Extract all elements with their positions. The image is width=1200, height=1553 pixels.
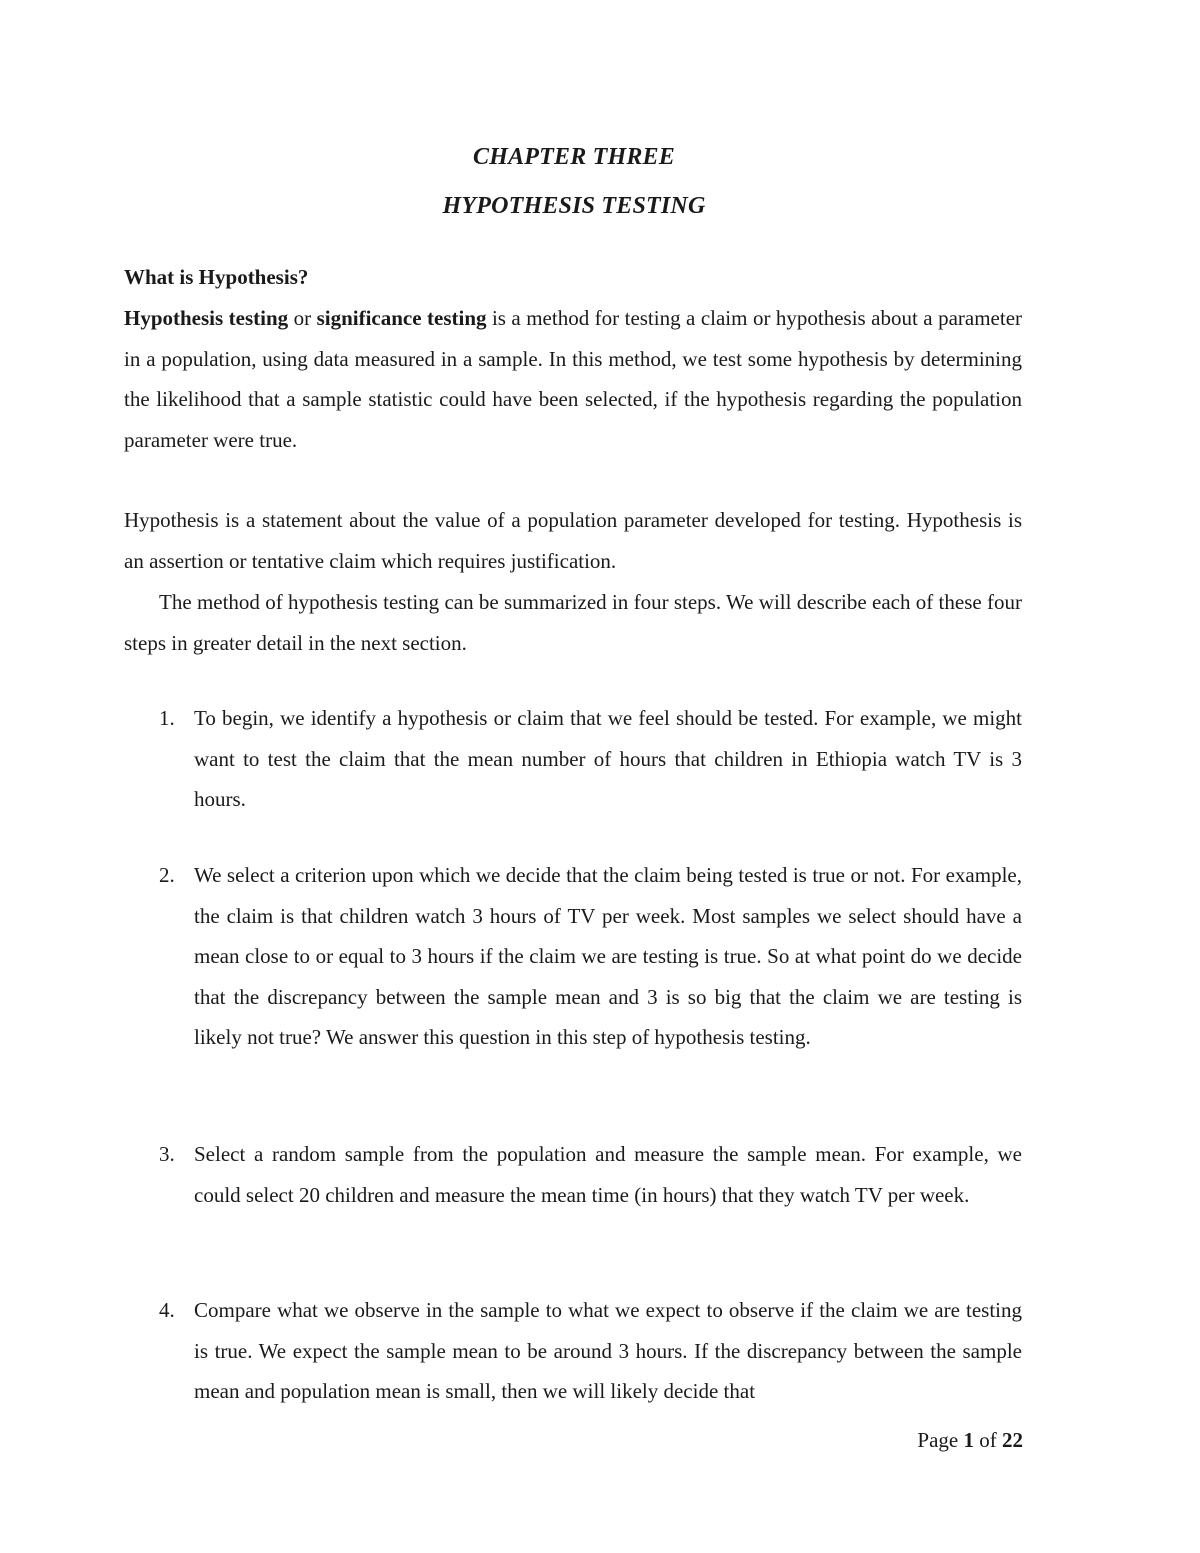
definition-text: is a method for testing a claim or hypothesis about a parameter in a population, using data measured in a sample. In this method, we test some hypothesis by determining the likelihood that a sample statistic could have been selected, if the hypothesis regarding the population parameter were true.	[124, 306, 1023, 452]
paragraph-definition	[124, 298, 1022, 460]
term-significance-testing: significance testing	[316, 306, 487, 330]
chapter-subject: HYPOTHESIS TESTING	[442, 193, 706, 219]
chapter-title: CHAPTER THREE	[473, 144, 675, 170]
list-text: To begin, we identify a hypothesis or claim that we feel should be tested. For example, we might want to test the claim that the mean number of hours that children in Ethiopia watch TV is 3 hours.	[194, 706, 1022, 811]
of-label: of	[974, 1428, 1002, 1452]
paragraph-hypothesis-statement: Hypothesis is a statement about the value of a population parameter developed for testing. Hypothesis is an assertion or tentative claim which requires justification.	[124, 508, 1022, 573]
section-heading: What is Hypothesis?	[124, 265, 309, 289]
page-label: Page	[917, 1428, 964, 1452]
list-text: We select a criterion upon which we decide that the claim being tested is true or not. For example, the claim is that children watch 3 hours of TV per week. Most samples we select should have a mean close to or equal to 3 hours if the claim we are testing is true. So at what point do we decide that the discrepancy between the sample mean and 3 is so big that the claim we are testing is likely not true? We answer this question in this step of hypothesis testing.	[194, 863, 1022, 1049]
list-item	[124, 698, 1022, 820]
term-connector: or	[288, 306, 317, 330]
list-number: 2.	[159, 863, 175, 887]
term-hypothesis-testing: Hypothesis testing	[124, 306, 289, 330]
list-number: 3.	[159, 1142, 175, 1166]
page-footer	[917, 1428, 1023, 1453]
list-number: 1.	[159, 706, 175, 730]
current-page-number: 1	[963, 1428, 974, 1452]
list-item	[124, 855, 1022, 1058]
list-number: 4.	[159, 1298, 175, 1322]
list-item	[124, 1290, 1022, 1412]
list-text: Select a random sample from the population and measure the sample mean. For example, we could select 20 children and measure the mean time (in hours) that they watch TV per week.	[194, 1142, 1022, 1207]
total-pages-number: 22	[1002, 1428, 1023, 1452]
list-item	[124, 1134, 1022, 1215]
list-text: Compare what we observe in the sample to what we expect to observe if the claim we are testing is true. We expect the sample mean to be around 3 hours. If the discrepancy between the sample mean and population mean is small, then we will likely decide that	[194, 1298, 1022, 1403]
paragraph-four-steps: The method of hypothesis testing can be summarized in four steps. We will describe each of these four steps in greater detail in the next section.	[124, 590, 1022, 655]
